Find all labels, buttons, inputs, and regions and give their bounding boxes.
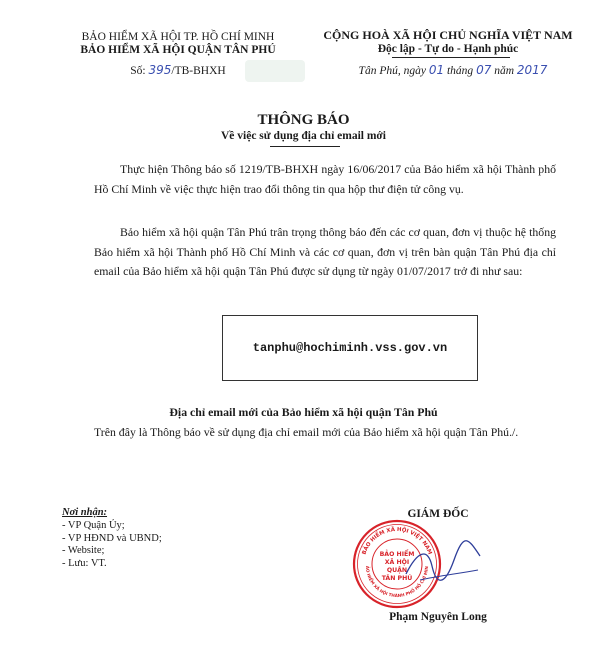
doc-no-suffix: /TB-BHXH: [171, 65, 226, 77]
body-paragraph-2: Bảo hiểm xã hội quận Tân Phú trân trọng thông báo đến các cơ quan, đơn vị thuộc hệ thống Bảo hiểm xã hội Thành phố Hồ Chí Minh và các cơ quan, đơn vị trên bàn quận Tân Phú địa chỉ email của Bảo hiểm xã hội quận Tân Phú được sử dụng từ ngày 01/07/2017 trở đi như sau:: [94, 225, 556, 278]
recipient-item: - VP Quận Ủy;: [62, 520, 125, 531]
document-subtitle: Về việc sử dụng địa chỉ email mới: [220, 130, 386, 142]
email-address: tanphu@hochiminh.vss.gov.vn: [252, 341, 448, 355]
date-month: 07: [476, 63, 492, 77]
date-day: 01: [428, 63, 445, 77]
doc-no-prefix: Số:: [130, 65, 149, 77]
signature-stroke: [406, 541, 480, 581]
seal-center-line: QUẬN: [386, 567, 408, 574]
doc-no-handwritten: 395: [148, 63, 172, 77]
sub-agency-name: BẢO HIỂM XÃ HỘI QUẬN TÂN PHÚ: [80, 44, 276, 56]
signer-position: GIÁM ĐỐC: [407, 508, 469, 520]
motto-underline: [392, 57, 510, 58]
month-label: tháng: [444, 65, 477, 77]
date-year: 2017: [516, 63, 548, 77]
year-label: năm: [491, 65, 517, 77]
seal-center-line: BẢO HIỂM: [379, 551, 415, 558]
seal-center-line: XÃ HỘI: [384, 559, 410, 566]
handwritten-signature: [398, 530, 488, 600]
seal-center-line: TÂN PHÚ: [381, 575, 413, 582]
agency-name: BẢO HIỂM XÃ HỘI TP. HỒ CHÍ MINH: [81, 31, 275, 43]
recipient-item: - Lưu: VT.: [62, 557, 107, 569]
signer-name: Phạm Nguyên Long: [389, 611, 487, 623]
faint-stamp-mark: [245, 60, 305, 82]
seal-lower-ring-text: ẢO HIỂM XÃ HỘI THÀNH PHỐ HỒ CHÍ MIN: [364, 565, 430, 599]
recipients-title: Nơi nhận:: [62, 507, 108, 518]
recipients-list: [62, 520, 162, 570]
body-paragraph-3: Trên đây là Thông báo về sử dụng địa chỉ email mới của Bảo hiểm xã hội quận Tân Phú./.: [94, 425, 519, 439]
place-and-date: [318, 63, 588, 77]
place-prefix: Tân Phú, ngày: [358, 65, 429, 77]
national-motto: Độc lập - Tự do - Hạnh phúc: [377, 43, 519, 55]
document-title: THÔNG BÁO: [257, 112, 350, 128]
seal-ring-text: BẢO HIỂM XÃ HỘI VIỆT NAM: [361, 526, 433, 556]
subtitle-underline: [270, 146, 340, 147]
body-paragraph-1: Thực hiện Thông báo số 1219/TB-BHXH ngày 16/06/2017 của Bảo hiểm xã hội Thành phố Hồ Chí Minh về việc thực hiện trao đổi thông tin qua hộp thư điện tử công vụ.: [94, 162, 556, 196]
recipient-item: - Website;: [62, 545, 105, 556]
recipient-item: - VP HĐND và UBND;: [62, 532, 162, 544]
email-caption: Địa chỉ email mới của Bảo hiểm xã hội quận Tân Phú: [169, 405, 438, 419]
national-title: CỘNG HOÀ XÃ HỘI CHỦ NGHĨA VIỆT NAM: [323, 28, 573, 42]
